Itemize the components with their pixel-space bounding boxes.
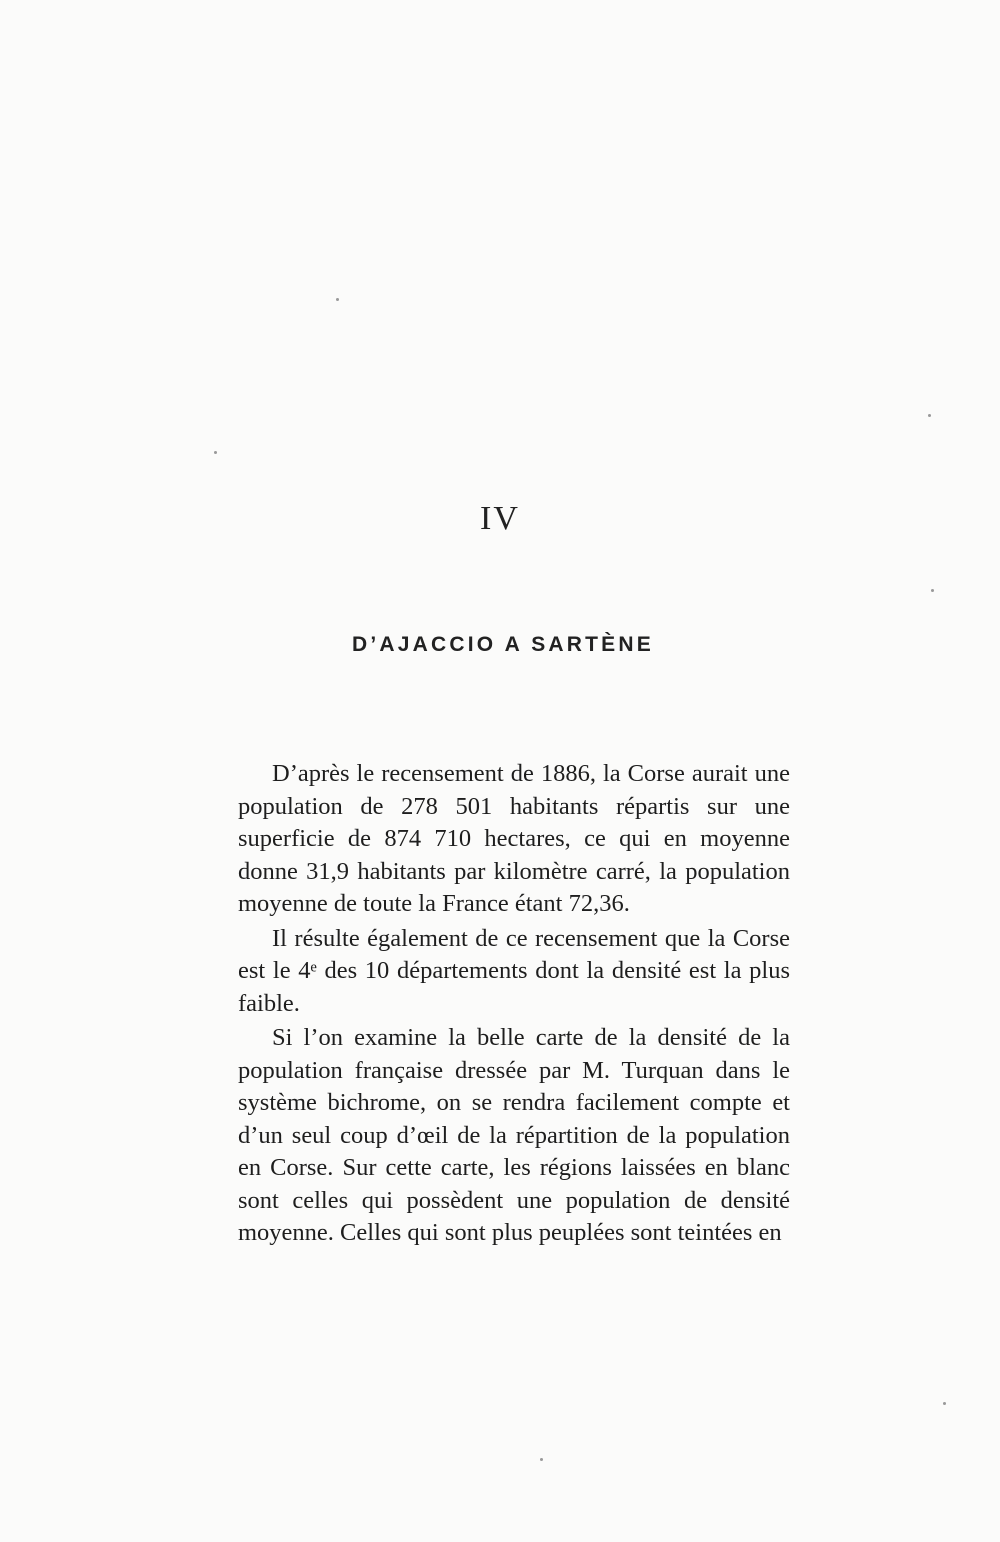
paper-speck xyxy=(931,589,934,592)
paragraph-1: D’après le recensement de 1886, la Corse aurait une population de 278 501 habitants répartis sur une superficie de 874 710 hectares, ce qui en moyenne donne 31,9 habitants par kilomètre carré, la population moyenne de toute la France étant 72,36. xyxy=(238,760,790,917)
paper-speck xyxy=(214,451,217,454)
paper-speck xyxy=(336,298,339,301)
chapter-title: D’AJACCIO A SARTÈNE xyxy=(352,633,654,656)
paper-speck xyxy=(943,1402,946,1405)
paragraph-2: Il résulte également de ce recensement que la Corse est le 4ᵉ des 10 départements dont la densité est la plus faible. xyxy=(238,924,790,1017)
paragraph-3: Si l’on examine la belle carte de la densité de la population française dressée par M. Turquan dans le système bichrome, on se rendra facilement compte et d’un seul coup d’œil de la répartition de la population en Corse. Sur cette carte, les régions laissées en blanc sont celles qui possèdent une population de densité moyenne. Celles qui sont plus peuplées sont teintées en xyxy=(238,1024,790,1246)
chapter-number: IV xyxy=(480,500,520,537)
body-text xyxy=(238,758,790,1250)
paper-speck xyxy=(540,1458,543,1461)
paper-speck xyxy=(928,414,931,417)
